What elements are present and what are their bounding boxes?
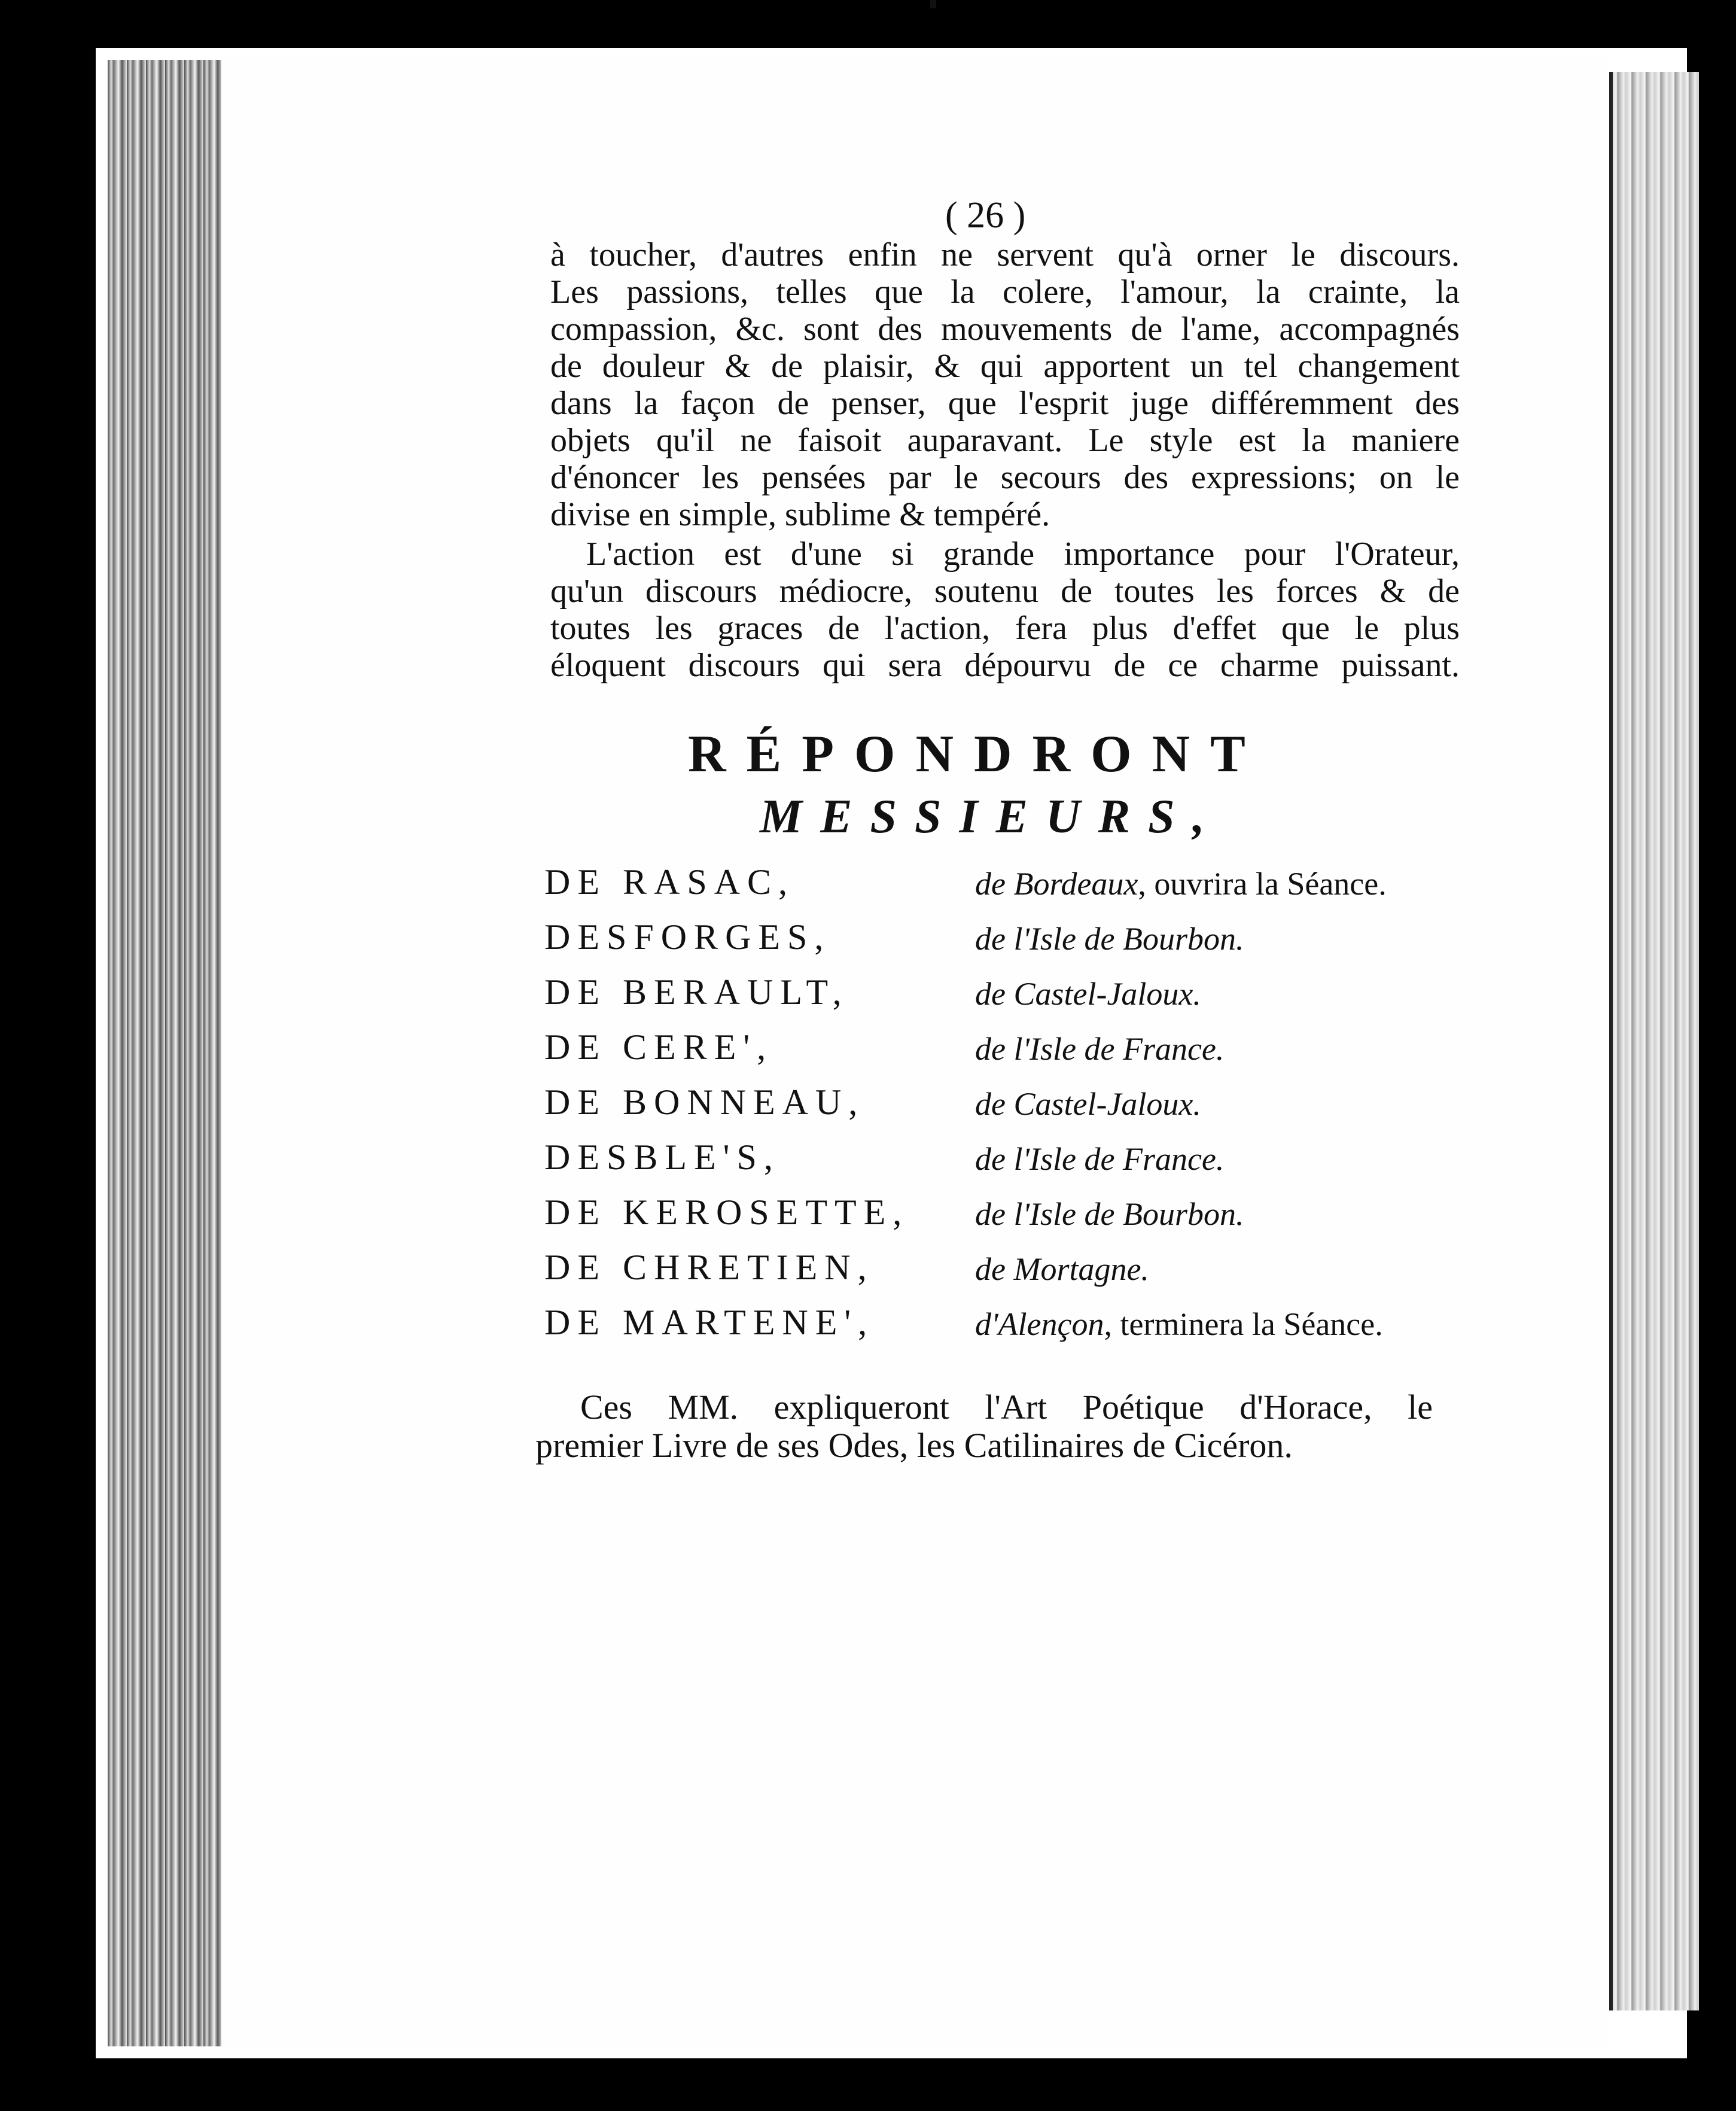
speaker-name: DE MARTENE', [544,1303,875,1342]
speaker-origin: de Castel-Jaloux. [975,1086,1201,1122]
speaker-name: DE RASAC, [544,862,795,902]
speaker-origin: de Castel-Jaloux. [975,976,1201,1012]
text-line: L'action est d'une si grande importance pour l'Orateur, [586,536,1460,573]
paragraph-style [550,236,1460,533]
text-line: Les passions, telles que la colere, l'amour, la crainte, la [550,273,1460,311]
speaker-origin-line [975,920,1244,957]
speaker-name: DESFORGES, [544,917,831,957]
page-edges [1609,72,1699,2010]
roster-row [544,917,1454,972]
speaker-note: , terminera la Séance. [1104,1306,1383,1342]
speaker-name: DE CHRETIEN, [544,1248,874,1287]
speaker-origin: de l'Isle de Bourbon. [975,921,1244,957]
section-heading: RÉPONDRONT [688,725,1266,783]
speaker-origin: de Bordeaux [975,866,1138,902]
speaker-origin: de l'Isle de France. [975,1031,1225,1067]
text-line: qu'un discours médiocre, soutenu de toutes les forces & de [550,573,1460,610]
speaker-origin-line [975,975,1201,1012]
text-line: divise en simple, sublime & tempéré. [550,496,1050,533]
text-line: éloquent discours qui sera dépourvu de ce charme puissant. [550,647,1460,684]
speaker-origin: de l'Isle de France. [975,1141,1225,1177]
speaker-name: DE BERAULT, [544,972,849,1012]
speaker-origin: de Mortagne. [975,1251,1149,1287]
speaker-origin-line [975,1251,1149,1288]
speaker-origin: de l'Isle de Bourbon. [975,1196,1244,1232]
speaker-origin-line [975,865,1387,902]
speaker-note: , ouvrira la Séance. [1138,866,1387,902]
paragraph-action [550,536,1460,684]
roster-row [544,1137,1454,1192]
speaker-origin-line [975,1085,1201,1123]
text-line: d'énoncer les pensées par le secours des expressions; on le [550,459,1460,496]
speaker-origin-line [975,1196,1244,1233]
text-line: objets qu'il ne faisoit auparavant. Le style est la maniere [550,422,1460,459]
speaker-origin-line [975,1030,1224,1067]
text-line: compassion, &c. sont des mouvements de l'ame, accompagnés [550,311,1460,348]
roster-row [544,1192,1454,1247]
roster-row [544,1302,1454,1357]
text-line: à toucher, d'autres enfin ne servent qu'à orner le discours. [550,236,1460,273]
roster-row [544,1247,1454,1302]
scan-artifact [930,0,936,8]
text-line: de douleur & de plaisir, & qui apportent un tel changement [550,348,1460,385]
speaker-name: DE KEROSETTE, [544,1193,909,1232]
section-subheading: MESSIEURS, [760,790,1223,843]
text-line: premier Livre de ses Odes, les Catilinaires de Cicéron. [535,1426,1293,1465]
roster-row [544,1082,1454,1137]
book-spine [108,60,221,2046]
speaker-name: DE CERE', [544,1027,773,1067]
speaker-origin-line [975,1140,1224,1178]
page-number: ( 26 ) [945,195,1026,236]
text-line: dans la façon de penser, que l'esprit juge différemment des [550,385,1460,422]
roster-row [544,972,1454,1027]
speaker-name: DESBLE'S, [544,1137,780,1177]
roster-row [544,1027,1454,1082]
speaker-origin-line [975,1306,1383,1343]
roster-row [544,862,1454,917]
speaker-roster [544,862,1454,1357]
speaker-origin: d'Alençon [975,1306,1104,1342]
closing-paragraph [535,1388,1433,1465]
text-line: Ces MM. expliqueront l'Art Poétique d'Horace, le [580,1388,1433,1426]
speaker-name: DE BONNEAU, [544,1082,865,1122]
text-line: toutes les graces de l'action, fera plus d'effet que le plus [550,610,1460,647]
